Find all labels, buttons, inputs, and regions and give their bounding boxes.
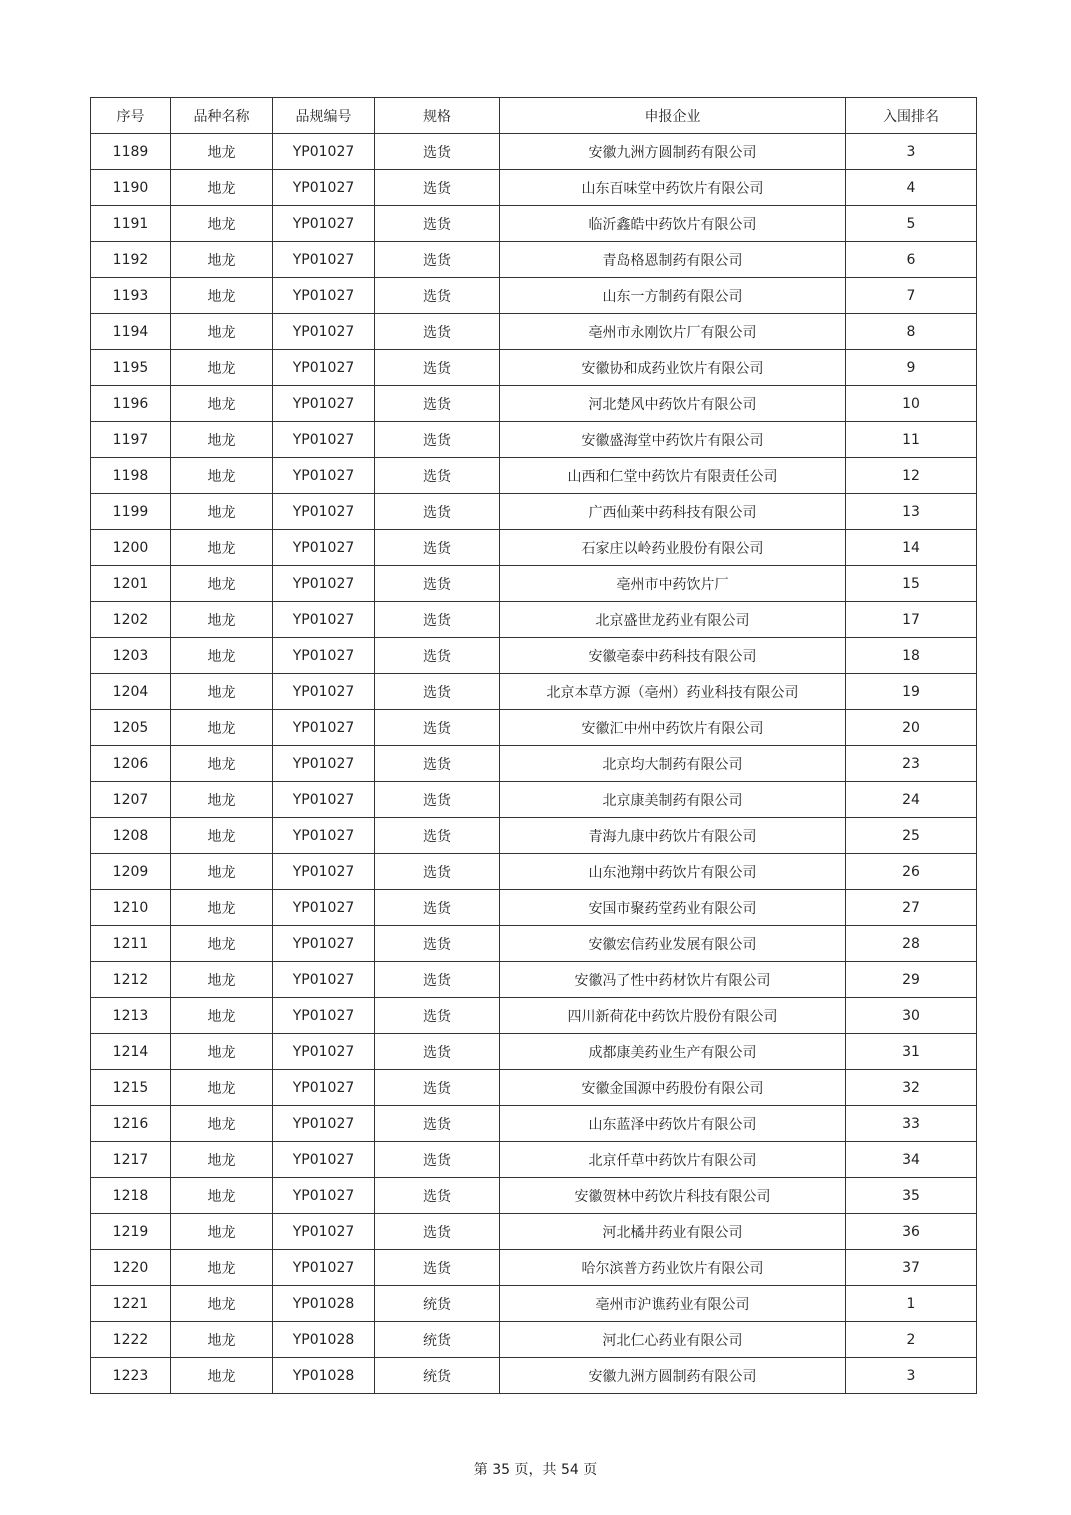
cell-specification: 选货 [375,170,500,206]
cell-variety-name: 地龙 [171,890,273,926]
cell-variety-name: 地龙 [171,134,273,170]
cell-variety-name: 地龙 [171,1286,273,1322]
cell-spec-code: YP01027 [273,1214,375,1250]
cell-selection-rank: 27 [846,890,977,926]
table-row [91,638,977,674]
cell-applicant-enterprise: 山东一方制药有限公司 [500,278,846,314]
table-row [91,1142,977,1178]
cell-selection-rank: 10 [846,386,977,422]
table-row [91,1070,977,1106]
cell-applicant-enterprise: 山西和仁堂中药饮片有限责任公司 [500,458,846,494]
cell-specification: 选货 [375,674,500,710]
cell-spec-code: YP01027 [273,350,375,386]
table-row [91,422,977,458]
table-row [91,746,977,782]
cell-variety-name: 地龙 [171,1070,273,1106]
cell-serial-number: 1201 [91,566,171,602]
cell-variety-name: 地龙 [171,170,273,206]
cell-spec-code: YP01027 [273,1106,375,1142]
table-row [91,1034,977,1070]
cell-applicant-enterprise: 安徽金国源中药股份有限公司 [500,1070,846,1106]
cell-serial-number: 1189 [91,134,171,170]
cell-applicant-enterprise: 河北楚风中药饮片有限公司 [500,386,846,422]
cell-variety-name: 地龙 [171,1214,273,1250]
cell-spec-code: YP01027 [273,1070,375,1106]
cell-spec-code: YP01027 [273,890,375,926]
cell-applicant-enterprise: 河北仁心药业有限公司 [500,1322,846,1358]
cell-applicant-enterprise: 山东池翔中药饮片有限公司 [500,854,846,890]
cell-serial-number: 1218 [91,1178,171,1214]
cell-applicant-enterprise: 亳州市永刚饮片厂有限公司 [500,314,846,350]
header-variety-name: 品种名称 [171,98,273,134]
cell-applicant-enterprise: 北京本草方源（亳州）药业科技有限公司 [500,674,846,710]
header-serial-number: 序号 [91,98,171,134]
cell-spec-code: YP01027 [273,494,375,530]
cell-variety-name: 地龙 [171,962,273,998]
cell-specification: 选货 [375,458,500,494]
cell-spec-code: YP01027 [273,638,375,674]
header-specification: 规格 [375,98,500,134]
cell-serial-number: 1219 [91,1214,171,1250]
cell-spec-code: YP01027 [273,854,375,890]
cell-variety-name: 地龙 [171,494,273,530]
cell-selection-rank: 3 [846,134,977,170]
cell-applicant-enterprise: 安国市聚药堂药业有限公司 [500,890,846,926]
cell-applicant-enterprise: 安徽协和成药业饮片有限公司 [500,350,846,386]
cell-applicant-enterprise: 四川新荷花中药饮片股份有限公司 [500,998,846,1034]
cell-selection-rank: 17 [846,602,977,638]
cell-spec-code: YP01027 [273,602,375,638]
cell-spec-code: YP01028 [273,1322,375,1358]
cell-specification: 选货 [375,998,500,1034]
cell-spec-code: YP01027 [273,206,375,242]
table-row [91,1358,977,1394]
cell-spec-code: YP01027 [273,242,375,278]
cell-selection-rank: 34 [846,1142,977,1178]
cell-serial-number: 1204 [91,674,171,710]
cell-applicant-enterprise: 广西仙莱中药科技有限公司 [500,494,846,530]
cell-serial-number: 1203 [91,638,171,674]
cell-selection-rank: 5 [846,206,977,242]
cell-variety-name: 地龙 [171,1142,273,1178]
cell-spec-code: YP01027 [273,1250,375,1286]
cell-selection-rank: 20 [846,710,977,746]
cell-specification: 选货 [375,1214,500,1250]
table-row [91,134,977,170]
cell-selection-rank: 33 [846,1106,977,1142]
header-selection-rank: 入围排名 [846,98,977,134]
cell-applicant-enterprise: 安徽贺林中药饮片科技有限公司 [500,1178,846,1214]
cell-specification: 选货 [375,1250,500,1286]
cell-variety-name: 地龙 [171,458,273,494]
cell-applicant-enterprise: 北京康美制药有限公司 [500,782,846,818]
cell-selection-rank: 7 [846,278,977,314]
table-row [91,1106,977,1142]
cell-spec-code: YP01027 [273,566,375,602]
cell-specification: 选货 [375,854,500,890]
cell-variety-name: 地龙 [171,674,273,710]
cell-specification: 统货 [375,1322,500,1358]
cell-specification: 选货 [375,818,500,854]
table-row [91,1322,977,1358]
cell-spec-code: YP01027 [273,998,375,1034]
cell-serial-number: 1210 [91,890,171,926]
cell-serial-number: 1222 [91,1322,171,1358]
cell-spec-code: YP01027 [273,314,375,350]
cell-serial-number: 1213 [91,998,171,1034]
cell-applicant-enterprise: 哈尔滨普方药业饮片有限公司 [500,1250,846,1286]
cell-applicant-enterprise: 山东蓝泽中药饮片有限公司 [500,1106,846,1142]
cell-specification: 选货 [375,278,500,314]
cell-applicant-enterprise: 成都康美药业生产有限公司 [500,1034,846,1070]
cell-selection-rank: 26 [846,854,977,890]
cell-spec-code: YP01027 [273,1142,375,1178]
cell-selection-rank: 36 [846,1214,977,1250]
cell-spec-code: YP01027 [273,170,375,206]
cell-variety-name: 地龙 [171,566,273,602]
cell-specification: 选货 [375,1142,500,1178]
cell-applicant-enterprise: 安徽宏信药业发展有限公司 [500,926,846,962]
cell-specification: 选货 [375,1034,500,1070]
cell-serial-number: 1202 [91,602,171,638]
cell-selection-rank: 1 [846,1286,977,1322]
table-row [91,458,977,494]
table-row [91,1178,977,1214]
cell-applicant-enterprise: 安徽汇中州中药饮片有限公司 [500,710,846,746]
cell-serial-number: 1206 [91,746,171,782]
cell-variety-name: 地龙 [171,926,273,962]
header-applicant-enterprise: 申报企业 [500,98,846,134]
cell-spec-code: YP01027 [273,1178,375,1214]
cell-specification: 选货 [375,710,500,746]
page-number: 第 35 页，共 54 页 [473,1462,598,1478]
table-body [91,134,977,1394]
cell-serial-number: 1196 [91,386,171,422]
cell-selection-rank: 15 [846,566,977,602]
cell-variety-name: 地龙 [171,386,273,422]
cell-spec-code: YP01027 [273,710,375,746]
table-row [91,494,977,530]
cell-variety-name: 地龙 [171,998,273,1034]
cell-serial-number: 1212 [91,962,171,998]
cell-spec-code: YP01028 [273,1358,375,1394]
cell-serial-number: 1194 [91,314,171,350]
cell-selection-rank: 14 [846,530,977,566]
cell-variety-name: 地龙 [171,1358,273,1394]
cell-spec-code: YP01027 [273,746,375,782]
cell-applicant-enterprise: 山东百味堂中药饮片有限公司 [500,170,846,206]
cell-selection-rank: 13 [846,494,977,530]
cell-serial-number: 1223 [91,1358,171,1394]
cell-spec-code: YP01027 [273,782,375,818]
cell-selection-rank: 25 [846,818,977,854]
cell-variety-name: 地龙 [171,638,273,674]
cell-variety-name: 地龙 [171,206,273,242]
table-row [91,854,977,890]
cell-serial-number: 1217 [91,1142,171,1178]
table-row [91,674,977,710]
table-row [91,386,977,422]
cell-variety-name: 地龙 [171,1034,273,1070]
cell-serial-number: 1191 [91,206,171,242]
cell-variety-name: 地龙 [171,1322,273,1358]
cell-applicant-enterprise: 北京均大制药有限公司 [500,746,846,782]
cell-selection-rank: 19 [846,674,977,710]
table-row [91,278,977,314]
cell-variety-name: 地龙 [171,422,273,458]
cell-applicant-enterprise: 亳州市沪谯药业有限公司 [500,1286,846,1322]
cell-selection-rank: 31 [846,1034,977,1070]
cell-variety-name: 地龙 [171,350,273,386]
cell-applicant-enterprise: 青岛格恩制药有限公司 [500,242,846,278]
cell-variety-name: 地龙 [171,854,273,890]
cell-serial-number: 1190 [91,170,171,206]
cell-serial-number: 1215 [91,1070,171,1106]
cell-variety-name: 地龙 [171,602,273,638]
cell-specification: 选货 [375,782,500,818]
cell-serial-number: 1205 [91,710,171,746]
cell-selection-rank: 3 [846,1358,977,1394]
cell-specification: 选货 [375,1106,500,1142]
cell-applicant-enterprise: 北京盛世龙药业有限公司 [500,602,846,638]
table-row [91,566,977,602]
cell-variety-name: 地龙 [171,314,273,350]
table-row [91,314,977,350]
cell-specification: 选货 [375,494,500,530]
cell-spec-code: YP01027 [273,926,375,962]
table-row [91,926,977,962]
cell-selection-rank: 12 [846,458,977,494]
table-row [91,170,977,206]
table-row [91,530,977,566]
cell-serial-number: 1200 [91,530,171,566]
cell-variety-name: 地龙 [171,710,273,746]
cell-serial-number: 1197 [91,422,171,458]
table-row [91,1286,977,1322]
table-row [91,1214,977,1250]
cell-applicant-enterprise: 临沂鑫皓中药饮片有限公司 [500,206,846,242]
cell-serial-number: 1195 [91,350,171,386]
table-row [91,818,977,854]
cell-applicant-enterprise: 安徽盛海堂中药饮片有限公司 [500,422,846,458]
table-row [91,602,977,638]
cell-spec-code: YP01027 [273,386,375,422]
cell-variety-name: 地龙 [171,818,273,854]
table-row [91,890,977,926]
cell-selection-rank: 2 [846,1322,977,1358]
cell-selection-rank: 4 [846,170,977,206]
cell-applicant-enterprise: 青海九康中药饮片有限公司 [500,818,846,854]
cell-spec-code: YP01027 [273,674,375,710]
cell-selection-rank: 11 [846,422,977,458]
table-row [91,242,977,278]
cell-selection-rank: 30 [846,998,977,1034]
cell-serial-number: 1193 [91,278,171,314]
cell-serial-number: 1216 [91,1106,171,1142]
cell-specification: 选货 [375,926,500,962]
cell-serial-number: 1214 [91,1034,171,1070]
cell-spec-code: YP01027 [273,134,375,170]
cell-specification: 选货 [375,422,500,458]
cell-specification: 选货 [375,206,500,242]
cell-selection-rank: 8 [846,314,977,350]
cell-selection-rank: 37 [846,1250,977,1286]
table-header-row [91,98,977,134]
cell-specification: 选货 [375,638,500,674]
cell-variety-name: 地龙 [171,1178,273,1214]
cell-selection-rank: 24 [846,782,977,818]
table-row [91,998,977,1034]
table-row [91,206,977,242]
cell-variety-name: 地龙 [171,746,273,782]
cell-applicant-enterprise: 北京仟草中药饮片有限公司 [500,1142,846,1178]
cell-serial-number: 1220 [91,1250,171,1286]
cell-applicant-enterprise: 安徽九洲方圆制药有限公司 [500,1358,846,1394]
cell-specification: 选货 [375,134,500,170]
cell-selection-rank: 23 [846,746,977,782]
cell-selection-rank: 29 [846,962,977,998]
cell-serial-number: 1199 [91,494,171,530]
cell-specification: 选货 [375,746,500,782]
cell-spec-code: YP01027 [273,1034,375,1070]
cell-variety-name: 地龙 [171,1106,273,1142]
cell-applicant-enterprise: 石家庄以岭药业股份有限公司 [500,530,846,566]
cell-specification: 选货 [375,890,500,926]
cell-variety-name: 地龙 [171,530,273,566]
cell-spec-code: YP01027 [273,458,375,494]
cell-spec-code: YP01027 [273,818,375,854]
cell-specification: 选货 [375,1070,500,1106]
cell-selection-rank: 9 [846,350,977,386]
cell-variety-name: 地龙 [171,278,273,314]
cell-selection-rank: 32 [846,1070,977,1106]
cell-specification: 选货 [375,1178,500,1214]
cell-applicant-enterprise: 安徽九洲方圆制药有限公司 [500,134,846,170]
cell-serial-number: 1211 [91,926,171,962]
cell-specification: 选货 [375,530,500,566]
cell-specification: 统货 [375,1358,500,1394]
cell-serial-number: 1198 [91,458,171,494]
cell-variety-name: 地龙 [171,242,273,278]
cell-specification: 选货 [375,566,500,602]
cell-spec-code: YP01027 [273,422,375,458]
cell-serial-number: 1207 [91,782,171,818]
cell-specification: 选货 [375,242,500,278]
cell-spec-code: YP01027 [273,530,375,566]
cell-selection-rank: 28 [846,926,977,962]
enterprise-table [90,97,977,1394]
cell-serial-number: 1221 [91,1286,171,1322]
cell-spec-code: YP01027 [273,962,375,998]
cell-selection-rank: 6 [846,242,977,278]
cell-spec-code: YP01027 [273,278,375,314]
cell-serial-number: 1208 [91,818,171,854]
table-row [91,782,977,818]
cell-variety-name: 地龙 [171,782,273,818]
cell-specification: 选货 [375,314,500,350]
table-row [91,962,977,998]
cell-applicant-enterprise: 安徽亳泰中药科技有限公司 [500,638,846,674]
cell-specification: 选货 [375,602,500,638]
cell-specification: 选货 [375,962,500,998]
table-row [91,1250,977,1286]
cell-specification: 选货 [375,386,500,422]
cell-selection-rank: 35 [846,1178,977,1214]
cell-selection-rank: 18 [846,638,977,674]
cell-applicant-enterprise: 安徽冯了性中药材饮片有限公司 [500,962,846,998]
cell-specification: 统货 [375,1286,500,1322]
cell-serial-number: 1209 [91,854,171,890]
cell-applicant-enterprise: 河北橘井药业有限公司 [500,1214,846,1250]
cell-variety-name: 地龙 [171,1250,273,1286]
cell-serial-number: 1192 [91,242,171,278]
table-row [91,350,977,386]
cell-applicant-enterprise: 亳州市中药饮片厂 [500,566,846,602]
cell-spec-code: YP01028 [273,1286,375,1322]
table-row [91,710,977,746]
cell-specification: 选货 [375,350,500,386]
header-spec-code: 品规编号 [273,98,375,134]
